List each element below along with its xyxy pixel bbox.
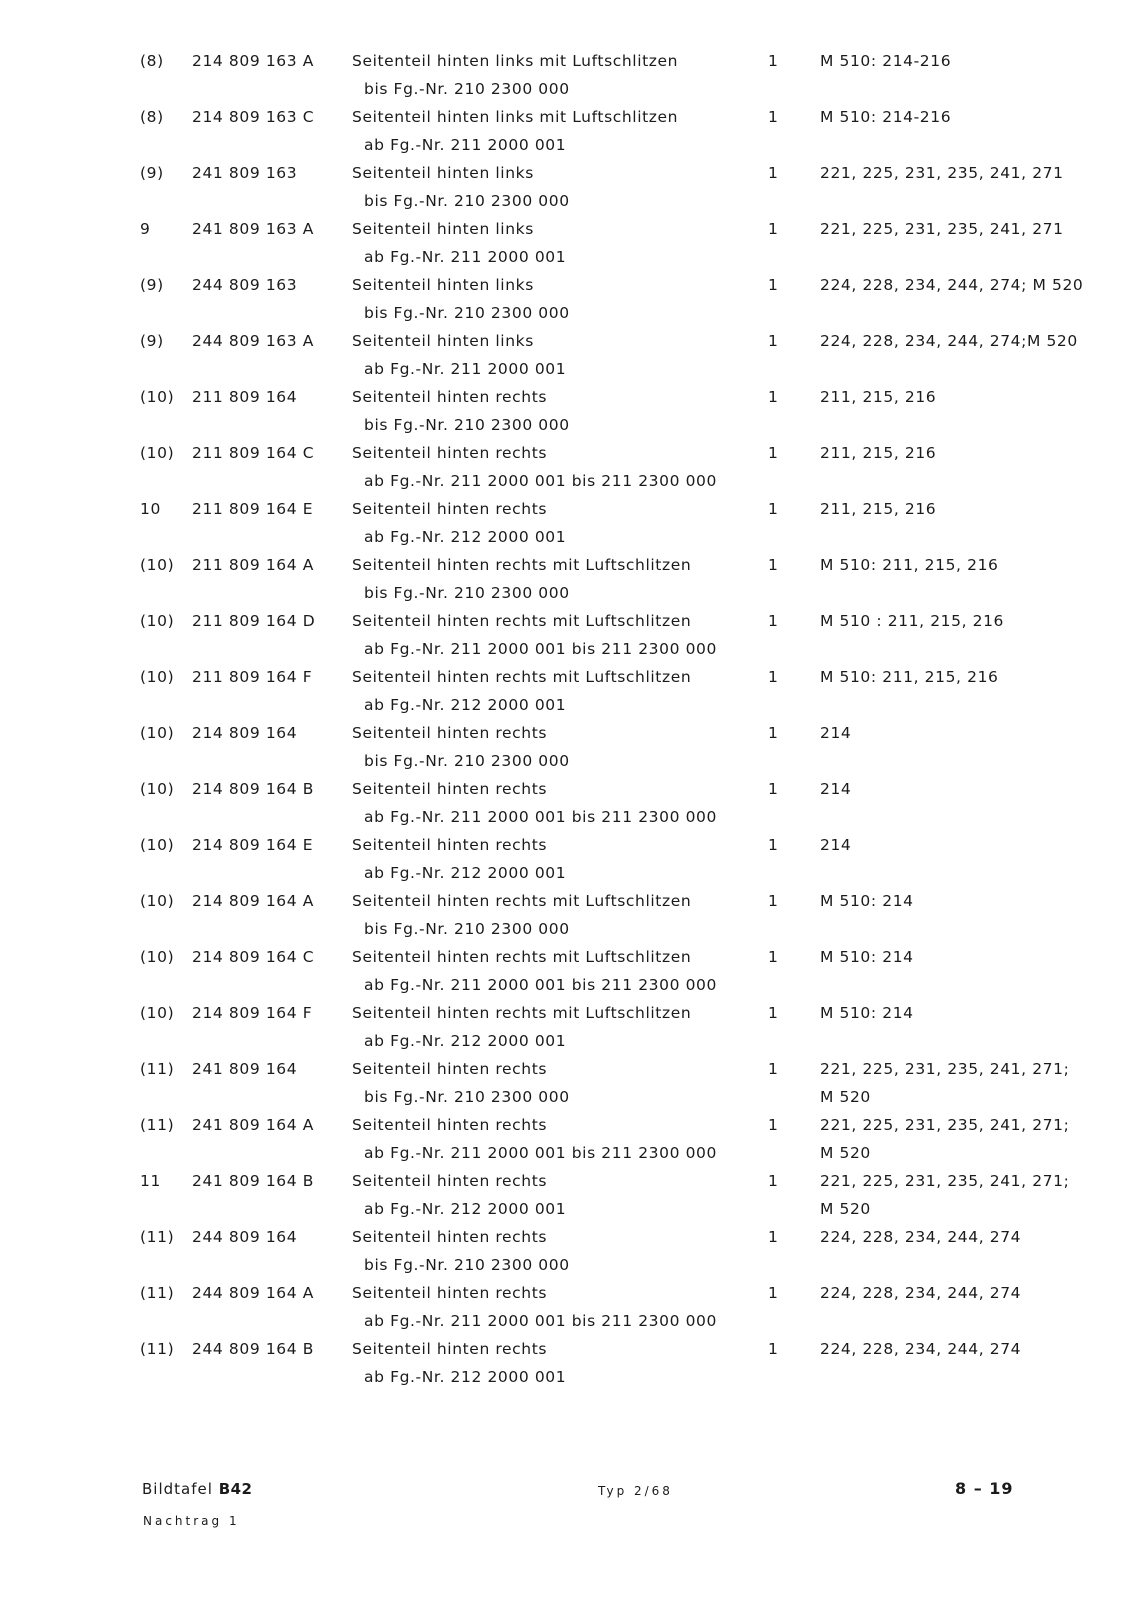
table-row — [0, 384, 1133, 440]
quantity: 1 — [768, 52, 779, 70]
serial-range: ab Fg.-Nr. 212 2000 001 — [364, 864, 567, 882]
serial-range: bis Fg.-Nr. 210 2300 000 — [364, 192, 570, 210]
applicable-models: 221, 225, 231, 235, 241, 271; — [820, 1060, 1070, 1078]
serial-range: ab Fg.-Nr. 211 2000 001 bis 211 2300 000 — [364, 808, 717, 826]
item-ref: (10) — [140, 724, 175, 742]
item-ref: (10) — [140, 388, 175, 406]
quantity: 1 — [768, 1172, 779, 1190]
table-row — [0, 832, 1133, 888]
item-ref: (10) — [140, 780, 175, 798]
part-description: Seitenteil hinten rechts — [352, 1116, 548, 1134]
bildtafel-code: B42 — [218, 1480, 253, 1498]
part-description: Seitenteil hinten rechts — [352, 444, 548, 462]
item-ref: (8) — [140, 52, 164, 70]
serial-range: ab Fg.-Nr. 211 2000 001 — [364, 136, 567, 154]
serial-range: ab Fg.-Nr. 211 2000 001 bis 211 2300 000 — [364, 640, 717, 658]
applicable-models-cont: M 520 — [820, 1088, 871, 1106]
part-number: 241 809 163 — [192, 164, 298, 182]
table-row — [0, 664, 1133, 720]
part-description: Seitenteil hinten rechts mit Luftschlitzen — [352, 556, 692, 574]
quantity: 1 — [768, 1004, 779, 1022]
quantity: 1 — [768, 668, 779, 686]
item-ref: (11) — [140, 1060, 175, 1078]
item-ref: 11 — [140, 1172, 161, 1190]
part-description: Seitenteil hinten rechts — [352, 1340, 548, 1358]
part-number: 214 809 163 C — [192, 108, 315, 126]
part-description: Seitenteil hinten links mit Luftschlitzen — [352, 52, 679, 70]
applicable-models: 221, 225, 231, 235, 241, 271 — [820, 220, 1064, 238]
item-ref: (10) — [140, 612, 175, 630]
applicable-models: 214 — [820, 780, 852, 798]
serial-range: ab Fg.-Nr. 212 2000 001 — [364, 528, 567, 546]
part-description: Seitenteil hinten rechts — [352, 500, 548, 518]
applicable-models: 224, 228, 234, 244, 274 — [820, 1284, 1022, 1302]
part-number: 244 809 163 — [192, 276, 298, 294]
table-row — [0, 440, 1133, 496]
part-description: Seitenteil hinten rechts — [352, 780, 548, 798]
applicable-models: M 510 : 211, 215, 216 — [820, 612, 1005, 630]
item-ref: (9) — [140, 332, 164, 350]
table-row — [0, 1280, 1133, 1336]
table-row — [0, 216, 1133, 272]
applicable-models: 211, 215, 216 — [820, 388, 937, 406]
applicable-models: 211, 215, 216 — [820, 500, 937, 518]
serial-range: ab Fg.-Nr. 212 2000 001 — [364, 1200, 567, 1218]
part-number: 241 809 164 B — [192, 1172, 314, 1190]
table-row — [0, 608, 1133, 664]
part-number: 214 809 164 B — [192, 780, 314, 798]
serial-range: ab Fg.-Nr. 211 2000 001 — [364, 248, 567, 266]
quantity: 1 — [768, 276, 779, 294]
quantity: 1 — [768, 724, 779, 742]
serial-range: bis Fg.-Nr. 210 2300 000 — [364, 304, 570, 322]
quantity: 1 — [768, 1060, 779, 1078]
part-number: 214 809 164 F — [192, 1004, 313, 1022]
part-number: 241 809 163 A — [192, 220, 314, 238]
parts-list — [0, 48, 1133, 1392]
part-description: Seitenteil hinten rechts — [352, 1228, 548, 1246]
serial-range: ab Fg.-Nr. 211 2000 001 bis 211 2300 000 — [364, 472, 717, 490]
part-number: 244 809 163 A — [192, 332, 314, 350]
item-ref: (10) — [140, 892, 175, 910]
part-description: Seitenteil hinten links — [352, 220, 534, 238]
part-description: Seitenteil hinten rechts — [352, 1060, 548, 1078]
serial-range: bis Fg.-Nr. 210 2300 000 — [364, 752, 570, 770]
part-description: Seitenteil hinten rechts mit Luftschlitzen — [352, 612, 692, 630]
table-row — [0, 328, 1133, 384]
part-number: 214 809 164 — [192, 724, 298, 742]
serial-range: ab Fg.-Nr. 211 2000 001 bis 211 2300 000 — [364, 1312, 717, 1330]
table-row — [0, 1336, 1133, 1392]
applicable-models-cont: M 520 — [820, 1200, 871, 1218]
part-number: 244 809 164 B — [192, 1340, 314, 1358]
applicable-models: 211, 215, 216 — [820, 444, 937, 462]
part-description: Seitenteil hinten rechts mit Luftschlitzen — [352, 892, 692, 910]
quantity: 1 — [768, 612, 779, 630]
part-number: 211 809 164 D — [192, 612, 316, 630]
serial-range: bis Fg.-Nr. 210 2300 000 — [364, 416, 570, 434]
table-row — [0, 552, 1133, 608]
serial-range: ab Fg.-Nr. 211 2000 001 bis 211 2300 000 — [364, 1144, 717, 1162]
part-number: 241 809 164 — [192, 1060, 298, 1078]
part-number: 211 809 164 C — [192, 444, 315, 462]
part-number: 214 809 164 E — [192, 836, 314, 854]
quantity: 1 — [768, 836, 779, 854]
table-row — [0, 1056, 1133, 1112]
item-ref: (11) — [140, 1284, 175, 1302]
quantity: 1 — [768, 1228, 779, 1246]
item-ref: (8) — [140, 108, 164, 126]
table-row — [0, 48, 1133, 104]
item-ref: (11) — [140, 1116, 175, 1134]
table-row — [0, 944, 1133, 1000]
table-row — [0, 776, 1133, 832]
part-description: Seitenteil hinten rechts mit Luftschlitzen — [352, 668, 692, 686]
supplement-label: Nachtrag 1 — [143, 1514, 240, 1528]
part-number: 214 809 163 A — [192, 52, 314, 70]
table-row — [0, 1000, 1133, 1056]
quantity: 1 — [768, 108, 779, 126]
item-ref: (10) — [140, 668, 175, 686]
page-number: 8 – 19 — [955, 1479, 1014, 1498]
table-row — [0, 720, 1133, 776]
quantity: 1 — [768, 892, 779, 910]
part-description: Seitenteil hinten links — [352, 164, 534, 182]
table-row — [0, 1224, 1133, 1280]
applicable-models: 214 — [820, 724, 852, 742]
serial-range: ab Fg.-Nr. 211 2000 001 — [364, 360, 567, 378]
quantity: 1 — [768, 1116, 779, 1134]
part-number: 211 809 164 A — [192, 556, 314, 574]
item-ref: (10) — [140, 948, 175, 966]
table-row — [0, 272, 1133, 328]
part-description: Seitenteil hinten links — [352, 276, 534, 294]
part-number: 211 809 164 F — [192, 668, 313, 686]
part-description: Seitenteil hinten links — [352, 332, 534, 350]
applicable-models: 221, 225, 231, 235, 241, 271; — [820, 1116, 1070, 1134]
item-ref: (10) — [140, 444, 175, 462]
serial-range: bis Fg.-Nr. 210 2300 000 — [364, 1256, 570, 1274]
applicable-models: 224, 228, 234, 244, 274; M 520 — [820, 276, 1084, 294]
part-description: Seitenteil hinten rechts — [352, 1172, 548, 1190]
table-row — [0, 160, 1133, 216]
part-number: 214 809 164 A — [192, 892, 314, 910]
quantity: 1 — [768, 556, 779, 574]
part-description: Seitenteil hinten rechts — [352, 836, 548, 854]
applicable-models: M 510: 211, 215, 216 — [820, 556, 999, 574]
part-description: Seitenteil hinten rechts mit Luftschlitzen — [352, 1004, 692, 1022]
item-ref: (11) — [140, 1340, 175, 1358]
quantity: 1 — [768, 500, 779, 518]
part-description: Seitenteil hinten rechts mit Luftschlitzen — [352, 948, 692, 966]
serial-range: ab Fg.-Nr. 212 2000 001 — [364, 1032, 567, 1050]
part-description: Seitenteil hinten rechts — [352, 1284, 548, 1302]
quantity: 1 — [768, 1340, 779, 1358]
part-number: 241 809 164 A — [192, 1116, 314, 1134]
applicable-models: M 510: 214-216 — [820, 108, 952, 126]
applicable-models-cont: M 520 — [820, 1144, 871, 1162]
applicable-models: M 510: 214 — [820, 892, 914, 910]
quantity: 1 — [768, 444, 779, 462]
bildtafel-label: Bildtafel B42 — [142, 1480, 253, 1498]
part-description: Seitenteil hinten rechts — [352, 724, 548, 742]
applicable-models: M 510: 214 — [820, 948, 914, 966]
quantity: 1 — [768, 164, 779, 182]
applicable-models: 224, 228, 234, 244, 274 — [820, 1228, 1022, 1246]
item-ref: (9) — [140, 164, 164, 182]
applicable-models: 214 — [820, 836, 852, 854]
serial-range: bis Fg.-Nr. 210 2300 000 — [364, 1088, 570, 1106]
applicable-models: M 510: 214 — [820, 1004, 914, 1022]
quantity: 1 — [768, 220, 779, 238]
table-row — [0, 104, 1133, 160]
item-ref: (10) — [140, 836, 175, 854]
table-row — [0, 1168, 1133, 1224]
part-number: 211 809 164 E — [192, 500, 314, 518]
quantity: 1 — [768, 1284, 779, 1302]
part-number: 214 809 164 C — [192, 948, 315, 966]
serial-range: bis Fg.-Nr. 210 2300 000 — [364, 920, 570, 938]
applicable-models: 221, 225, 231, 235, 241, 271 — [820, 164, 1064, 182]
item-ref: (11) — [140, 1228, 175, 1246]
applicable-models: 224, 228, 234, 244, 274 — [820, 1340, 1022, 1358]
applicable-models: M 510: 211, 215, 216 — [820, 668, 999, 686]
quantity: 1 — [768, 332, 779, 350]
item-ref: (10) — [140, 1004, 175, 1022]
quantity: 1 — [768, 388, 779, 406]
item-ref: 10 — [140, 500, 161, 518]
part-description: Seitenteil hinten rechts — [352, 388, 548, 406]
quantity: 1 — [768, 780, 779, 798]
type-label: Typ 2/68 — [598, 1484, 673, 1498]
table-row — [0, 1112, 1133, 1168]
serial-range: ab Fg.-Nr. 211 2000 001 bis 211 2300 000 — [364, 976, 717, 994]
serial-range: ab Fg.-Nr. 212 2000 001 — [364, 1368, 567, 1386]
table-row — [0, 888, 1133, 944]
serial-range: bis Fg.-Nr. 210 2300 000 — [364, 584, 570, 602]
part-number: 244 809 164 A — [192, 1284, 314, 1302]
item-ref: (9) — [140, 276, 164, 294]
part-number: 211 809 164 — [192, 388, 298, 406]
table-row — [0, 496, 1133, 552]
applicable-models: 221, 225, 231, 235, 241, 271; — [820, 1172, 1070, 1190]
serial-range: ab Fg.-Nr. 212 2000 001 — [364, 696, 567, 714]
applicable-models: 224, 228, 234, 244, 274;M 520 — [820, 332, 1078, 350]
part-description: Seitenteil hinten links mit Luftschlitzen — [352, 108, 679, 126]
item-ref: (10) — [140, 556, 175, 574]
quantity: 1 — [768, 948, 779, 966]
applicable-models: M 510: 214-216 — [820, 52, 952, 70]
item-ref: 9 — [140, 220, 151, 238]
part-number: 244 809 164 — [192, 1228, 298, 1246]
serial-range: bis Fg.-Nr. 210 2300 000 — [364, 80, 570, 98]
